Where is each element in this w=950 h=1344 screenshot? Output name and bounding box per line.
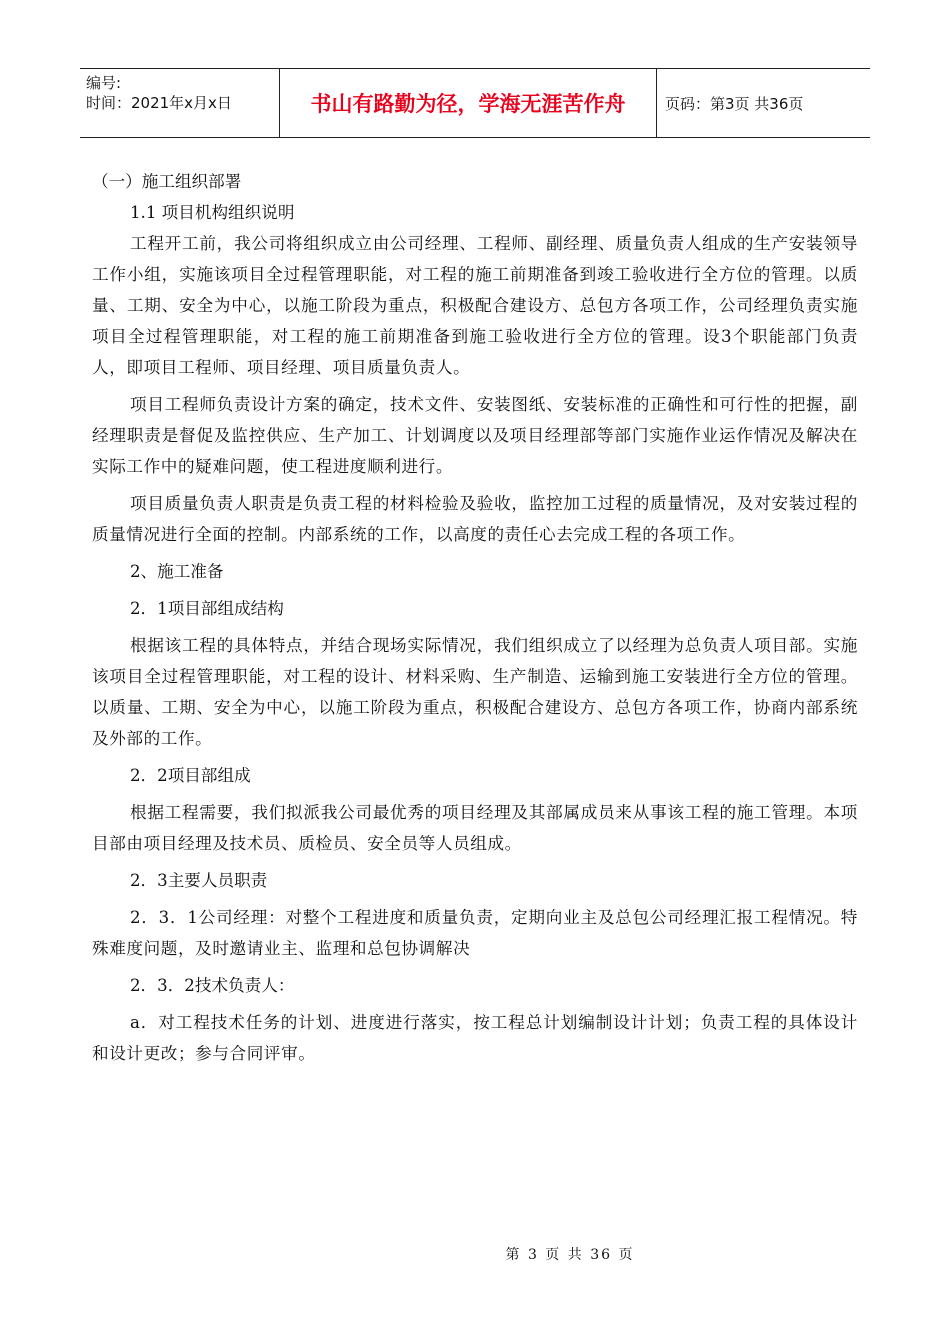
subsection-title-2-2: 2．2项目部组成 [130, 766, 251, 785]
page-footer: 第 3 页 共 36 页 [505, 1247, 635, 1263]
header-page-info: 页码：第3页 共36页 [665, 94, 804, 113]
subsection-title-2-1: 2．1项目部组成结构 [130, 599, 284, 618]
paragraph-5: 根据工程需要，我们拟派我公司最优秀的项目经理及其部属成员来从事该工程的施工管理。本项目部由项目经理及技术员、质检员、安全员等人员组成。 [92, 803, 858, 853]
subsection-title-1-1: 1.1 项目机构组织说明 [130, 203, 295, 222]
header-table [80, 68, 870, 138]
paragraph-1: 工程开工前，我公司将组织成立由公司经理、工程师、副经理、质量负责人组成的生产安装领导工作小组，实施该项目全过程管理职能，对工程的施工前期准备到竣工验收进行全方位的管理。以质量、工期、安全为中心，以施工阶段为重点，积极配合建设方、总包方各项工作，公司经理负责实施项目全过程管理职能，对工程的施工前期准备到施工验收进行全方位的管理。设3个职能部门负责人，即项目工程师、项目经理、项目质量负责人。 [92, 234, 858, 377]
header-meta [80, 69, 280, 137]
document-body [92, 166, 858, 1069]
section-title: （一）施工组织部署 [92, 172, 242, 191]
subsection-title-2: 2、施工准备 [130, 562, 224, 581]
time-label: 时间：2021年x月x日 [86, 94, 232, 112]
number-label: 编号: [86, 74, 122, 92]
header-motto: 书山有路勤为径，学海无涯苦作舟 [280, 69, 657, 137]
subsection-title-2-3: 2．3主要人员职责 [130, 871, 268, 890]
subsection-title-2-3-2: 2．3．2技术负责人： [130, 976, 295, 995]
paragraph-7: a．对工程技术任务的计划、进度进行落实，按工程总计划编制设计计划；负责工程的具体设计和设计更改；参与合同评审。 [92, 1013, 858, 1063]
paragraph-6: 2．3．1公司经理：对整个工程进度和质量负责，定期向业主及总包公司经理汇报工程情况。特殊难度问题，及时邀请业主、监理和总包协调解决 [92, 908, 858, 958]
paragraph-2: 项目工程师负责设计方案的确定，技术文件、安装图纸、安装标准的正确性和可行性的把握，副经理职责是督促及监控供应、生产加工、计划调度以及项目经理部等部门实施作业运作情况及解决在实际工作中的疑难问题，使工程进度顺利进行。 [92, 395, 858, 476]
paragraph-4: 根据该工程的具体特点，并结合现场实际情况，我们组织成立了以经理为总负责人项目部。实施该项目全过程管理职能，对工程的设计、材料采购、生产制造、运输到施工安装进行全方位的管理。以质量、工期、安全为中心，以施工阶段为重点，积极配合建设方、总包方各项工作，协商内部系统及外部的工作。 [92, 636, 858, 748]
paragraph-3: 项目质量负责人职责是负责工程的材料检验及验收，监控加工过程的质量情况，及对安装过程的质量情况进行全面的控制。内部系统的工作，以高度的责任心去完成工程的各项工作。 [92, 494, 858, 544]
